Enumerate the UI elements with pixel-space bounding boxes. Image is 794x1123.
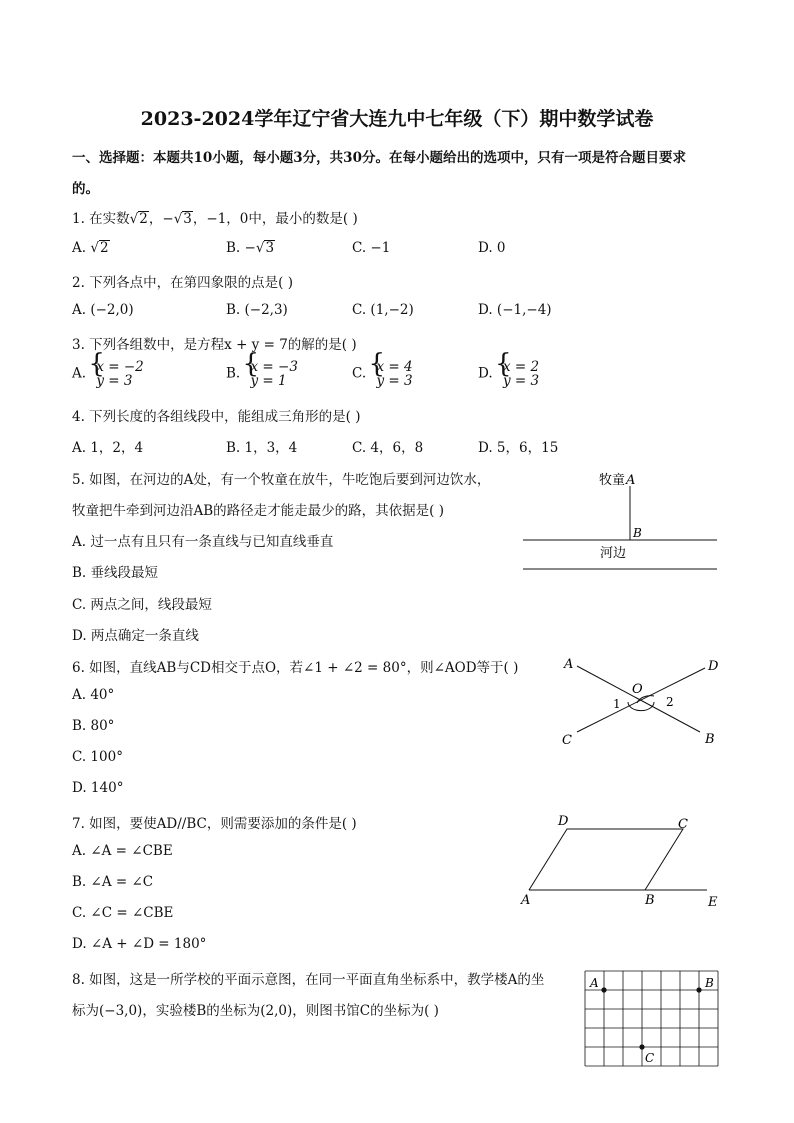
q1-option-a: A. √2 — [72, 240, 109, 256]
para-point-e: E — [708, 895, 718, 910]
q1-option-c: C. −1 — [352, 240, 391, 256]
intersecting-lines-figure — [555, 652, 730, 752]
q2-option-d: D. (−1,−4) — [478, 302, 552, 318]
building-b-dot — [696, 987, 701, 992]
parallelogram-figure — [515, 810, 725, 912]
q1-sep1: ， — [148, 211, 163, 227]
q4-option-d: D. 5，6，15 — [478, 440, 559, 456]
q6-option-d: D. 140° — [72, 780, 124, 796]
q7-option-a: A. ∠A = ∠CBE — [72, 843, 173, 859]
q3-option-d: D. { x = 2 y = 3 — [478, 360, 539, 388]
q4-option-c: C. 4，6，8 — [352, 440, 424, 456]
building-b-label: B — [705, 976, 714, 990]
q7-option-d: D. ∠A + ∠D = 180° — [72, 936, 207, 952]
q7-option-b: B. ∠A = ∠C — [72, 874, 154, 890]
question-8-line2: 标为(−3,0)，实验楼B的坐标为(2,0)，则图书馆C的坐标为( ) — [72, 1003, 439, 1019]
q1-suffix: ，−1，0中，最小的数是( ) — [192, 211, 358, 227]
river-label: 河边 — [600, 546, 627, 561]
question-5-line2: 牧童把牛牵到河边沿AB的路径走才能走最少的路，其依据是( ) — [72, 503, 444, 519]
sqrt-symbol-2: √ — [173, 211, 183, 227]
q2-option-b: B. (−2,3) — [226, 302, 288, 318]
herder-label: 牧童 — [599, 473, 626, 488]
school-grid-figure — [584, 970, 720, 1068]
section-heading-line2: 的。 — [72, 181, 99, 197]
question-3: 3. 下列各组数中，是方程x + y = 7的解的是( ) — [72, 337, 357, 353]
building-a-label: A — [590, 976, 599, 990]
question-5-line1: 5. 如图，在河边的A处，有一个牧童在放牛，牛吃饱后要到河边饮水， — [72, 472, 491, 488]
sqrt-symbol-1: √ — [129, 211, 139, 227]
question-4: 4. 下列长度的各组线段中，能组成三角形的是( ) — [72, 409, 361, 425]
q1-option-b: B. −√3 — [226, 240, 275, 256]
q5-option-b: B. 垂线段最短 — [72, 565, 159, 581]
intersection-o-label: O — [632, 682, 643, 697]
q2-option-c: C. (1,−2) — [352, 302, 414, 318]
section-heading-line1: 一、选择题：本题共10小题，每小题3分，共30分。在每小题给出的选项中，只有一项是符合题目要求 — [72, 150, 686, 166]
building-c-dot — [639, 1044, 644, 1049]
para-point-a: A — [521, 893, 531, 908]
q1-sqrt2: 2 — [139, 211, 148, 227]
line-point-d: D — [708, 659, 719, 674]
point-b-label: B — [633, 526, 642, 540]
para-point-d: D — [558, 814, 569, 829]
q1-option-d: D. 0 — [478, 240, 506, 256]
building-c-label: C — [645, 1051, 655, 1065]
q4-option-a: A. 1，2，4 — [72, 440, 144, 456]
building-a-dot — [601, 987, 606, 992]
q3-option-c: C. { x = 4 y = 3 — [352, 360, 413, 388]
question-2: 2. 下列各点中，在第四象限的点是( ) — [72, 275, 293, 291]
q1-sqrt3: 3 — [183, 211, 192, 227]
q5-option-c: C. 两点之间，线段最短 — [72, 597, 212, 613]
q4-option-b: B. 1，3，4 — [226, 440, 298, 456]
para-point-b: B — [645, 893, 655, 908]
q5-option-a: A. 过一点有且只有一条直线与已知直线垂直 — [72, 534, 334, 550]
q7-option-c: C. ∠C = ∠CBE — [72, 905, 174, 921]
q3-option-a: A. { x = −2 y = 3 — [72, 360, 144, 388]
q6-option-c: C. 100° — [72, 749, 123, 765]
page-title: 2023-2024学年辽宁省大连九中七年级（下）期中数学试卷 — [140, 108, 654, 130]
line-point-c: C — [562, 733, 572, 748]
q5-option-d: D. 两点确定一条直线 — [72, 628, 199, 644]
point-a-label: A — [626, 473, 636, 488]
line-point-a: A — [564, 657, 574, 672]
question-8-line1: 8. 如图，这是一所学校的平面示意图，在同一平面直角坐标系中，教学楼A的坐 — [72, 972, 545, 988]
question-1 — [72, 207, 358, 227]
q1-minus: − — [162, 211, 174, 227]
q1-prefix: 1. 在实数 — [72, 211, 130, 227]
q3-option-b: B. { x = −3 y = 1 — [226, 360, 298, 388]
angle-1-label: 1 — [613, 697, 621, 711]
q2-option-a: A. (−2,0) — [72, 302, 134, 318]
question-7: 7. 如图，要使AD//BC，则需要添加的条件是( ) — [72, 816, 357, 832]
river-figure — [520, 466, 725, 576]
line-point-b: B — [705, 732, 715, 747]
angle-2-label: 2 — [666, 695, 674, 709]
q6-option-b: B. 80° — [72, 718, 115, 734]
para-point-c: C — [678, 817, 688, 832]
question-6: 6. 如图，直线AB与CD相交于点O，若∠1 + ∠2 = 80°，则∠AOD等于( ) — [72, 660, 519, 676]
q6-option-a: A. 40° — [72, 687, 115, 703]
